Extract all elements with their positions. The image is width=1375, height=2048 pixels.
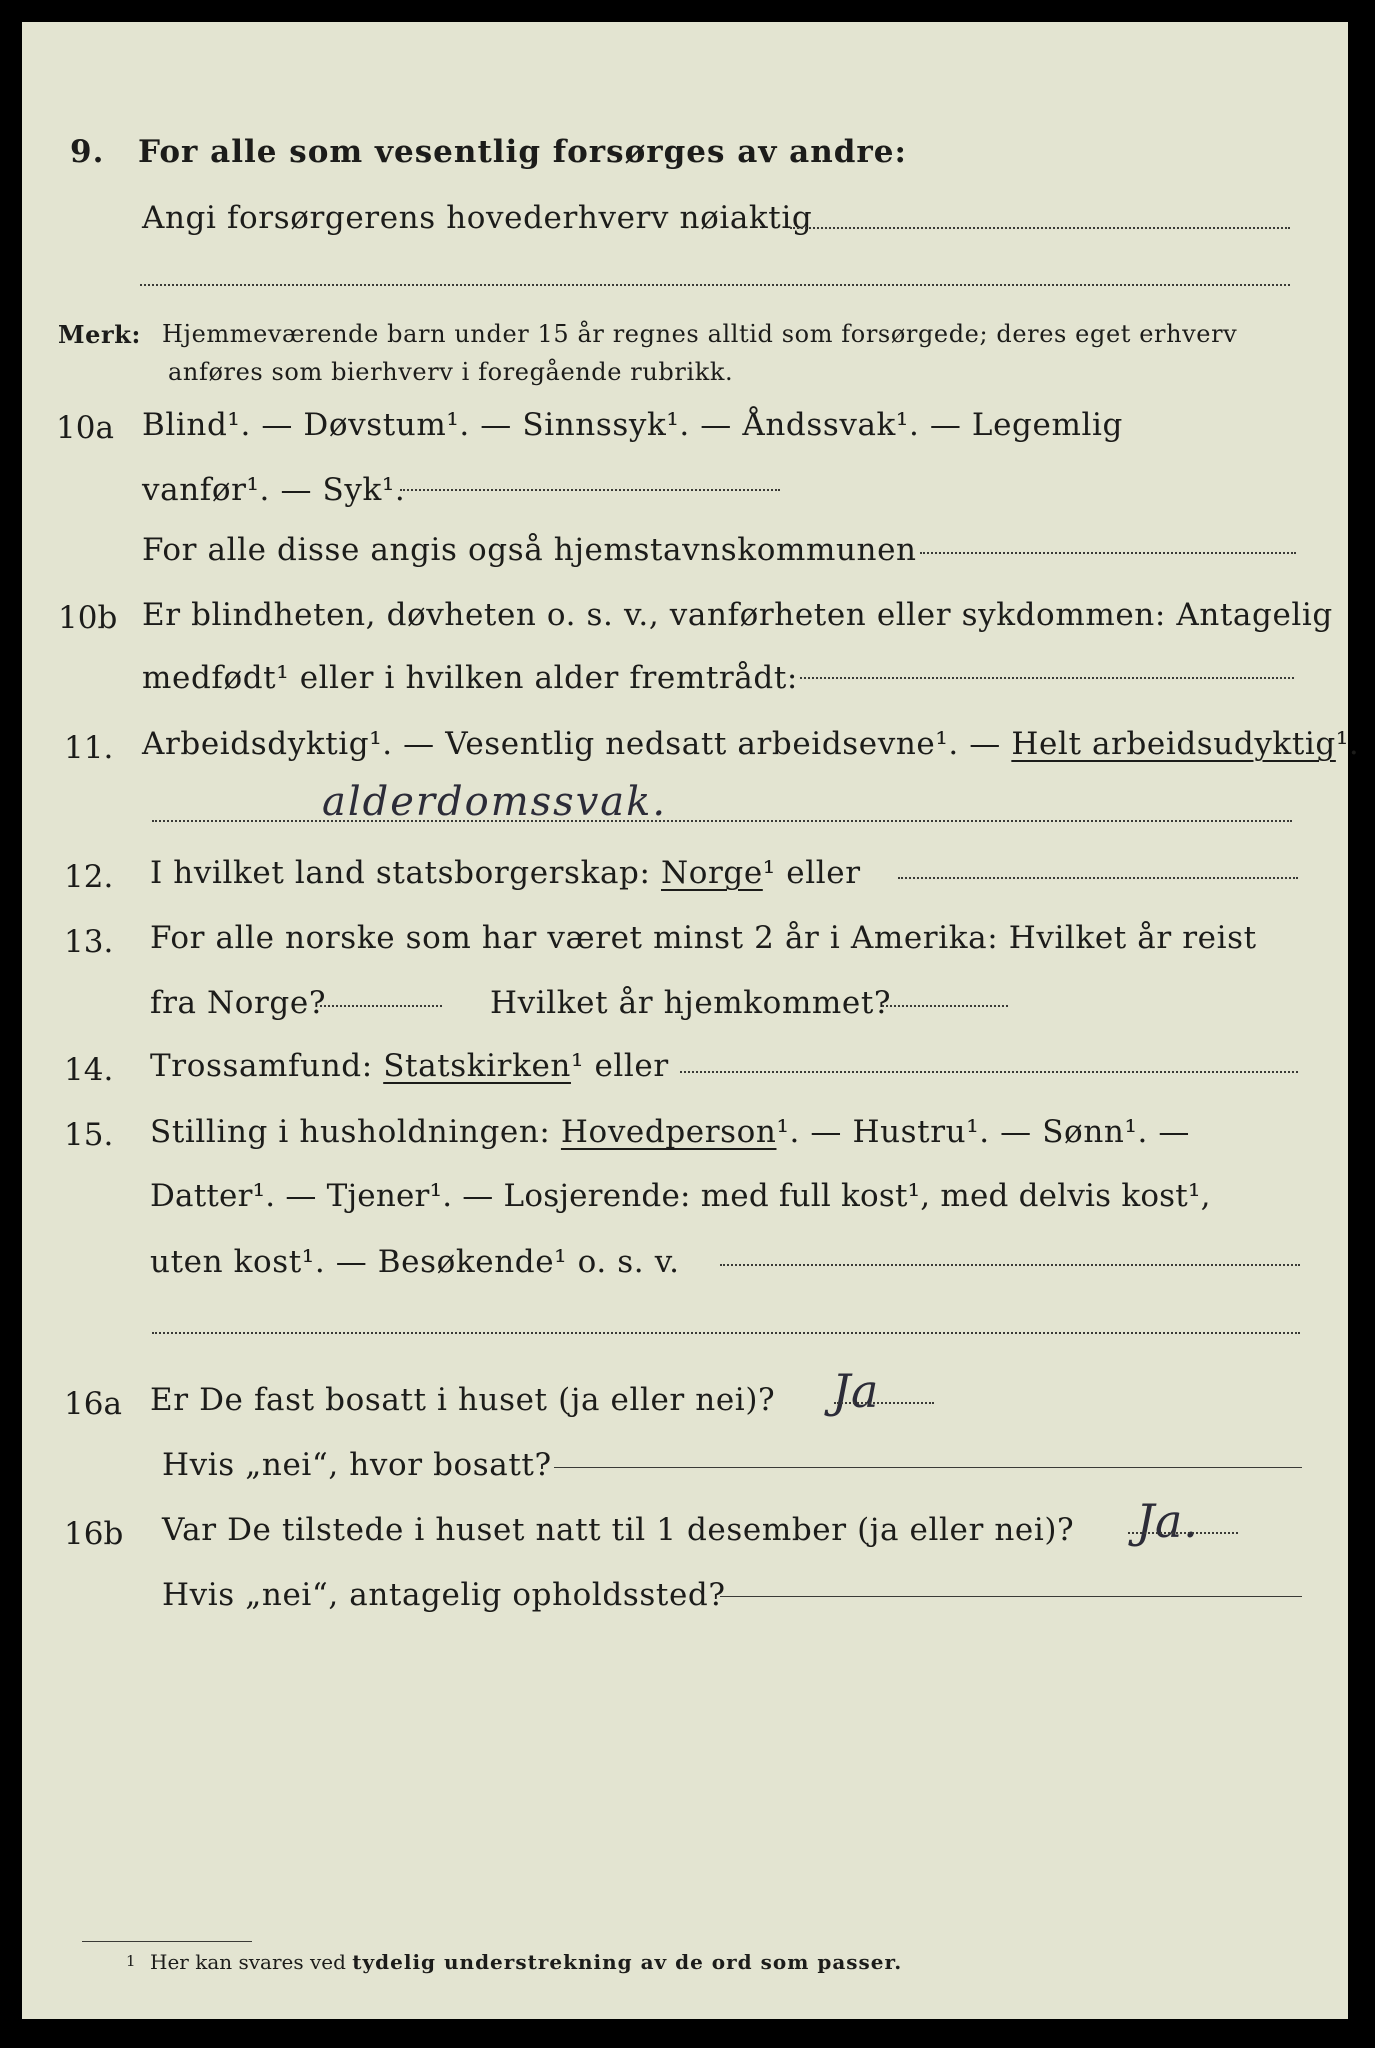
q16b-line-1: Var De tilstede i huset natt til 1 desember (ja eller nei)? bbox=[162, 1512, 1075, 1548]
footnote-divider bbox=[82, 1941, 252, 1942]
q15-text-1a: Stilling i husholdningen: bbox=[150, 1114, 561, 1150]
q12-text-a: I hvilket land statsborgerskap: bbox=[150, 855, 661, 891]
q10b-answer-field[interactable] bbox=[800, 677, 1294, 679]
q15-underlined-choice: Hovedperson bbox=[560, 1114, 777, 1150]
footnote-text-a: Her kan svares ved bbox=[150, 1950, 353, 1974]
census-form-page bbox=[22, 22, 1360, 2019]
q9-title: For alle som vesentlig forsørges av andre: bbox=[138, 134, 907, 170]
q10b-line-1: Er blindheten, døvheten o. s. v., vanførheten eller sykdommen: Antagelig bbox=[142, 597, 1333, 633]
merk-label: Merk: bbox=[58, 320, 141, 349]
q10a-line-1: Blind¹. — Døvstum¹. — Sinnssyk¹. — Åndssvak¹. — Legemlig bbox=[142, 407, 1123, 443]
q16a-answer-field[interactable] bbox=[834, 1402, 934, 1404]
footnote-text bbox=[150, 1950, 902, 1974]
q16a-bosatt-field[interactable] bbox=[554, 1467, 1302, 1468]
q11-answer-field[interactable] bbox=[152, 820, 1292, 822]
q13-line-2a: fra Norge? bbox=[150, 985, 327, 1021]
q12-number: 12. bbox=[64, 859, 114, 895]
q9-answer-field[interactable] bbox=[790, 227, 1290, 229]
q14-underlined-choice: Statskirken bbox=[383, 1048, 571, 1084]
q12-answer-field[interactable] bbox=[898, 877, 1298, 879]
q16a-line-2: Hvis „nei“, hvor bosatt? bbox=[162, 1447, 552, 1483]
q13-reist-field[interactable] bbox=[320, 1005, 442, 1007]
q10a-answer-field[interactable] bbox=[400, 489, 780, 491]
q11-text-a: Arbeidsdyktig¹. — Vesentlig nedsatt arbeidsevne¹. — bbox=[142, 726, 1012, 762]
q16b-number: 16b bbox=[64, 1516, 124, 1552]
q14-number: 14. bbox=[64, 1052, 114, 1088]
q15-line-1 bbox=[150, 1114, 1190, 1150]
q11-line bbox=[142, 726, 1359, 762]
q16a-line-1: Er De fast bosatt i huset (ja eller nei)? bbox=[150, 1382, 776, 1418]
q13-line-1: For alle norske som har været minst 2 år i Amerika: Hvilket år reist bbox=[150, 920, 1257, 956]
q10a-line-2: vanfør¹. — Syk¹. bbox=[142, 472, 406, 508]
q13-number: 13. bbox=[64, 924, 114, 960]
q11-handwritten-answer: alderdomssvak. bbox=[322, 779, 668, 825]
q9-answer-field-2[interactable] bbox=[140, 284, 1290, 286]
q12-line bbox=[150, 855, 861, 891]
q15-line-2: Datter¹. — Tjener¹. — Losjerende: med full kost¹, med delvis kost¹, bbox=[150, 1178, 1211, 1214]
q16b-line-2: Hvis „nei“, antagelig opholdssted? bbox=[162, 1577, 726, 1613]
q15-number: 15. bbox=[64, 1117, 114, 1153]
q16b-handwritten-answer: Ja. bbox=[1136, 1494, 1199, 1548]
q13-line-2b: Hvilket år hjemkommet? bbox=[490, 985, 892, 1021]
merk-line-1: Hjemmeværende barn under 15 år regnes alltid som forsørgede; deres eget erhverv bbox=[162, 320, 1238, 348]
q10b-line-2: medfødt¹ eller i hvilken alder fremtrådt: bbox=[142, 660, 798, 696]
footnote-mark: 1 bbox=[126, 1952, 136, 1970]
q14-text-a: Trossamfund: bbox=[150, 1048, 384, 1084]
q15-answer-field-2[interactable] bbox=[152, 1332, 1300, 1334]
q16a-handwritten-answer: Ja bbox=[832, 1364, 880, 1418]
q14-answer-field[interactable] bbox=[680, 1071, 1298, 1073]
q11-text-c: ¹. bbox=[1335, 726, 1360, 762]
q15-text-1c: ¹. — Hustru¹. — Sønn¹. — bbox=[776, 1114, 1190, 1150]
q16b-opholdssted-field[interactable] bbox=[720, 1596, 1302, 1597]
q10b-number: 10b bbox=[58, 600, 118, 636]
q11-underlined-choice: Helt arbeidsudyktig bbox=[1011, 726, 1336, 762]
q14-line bbox=[150, 1048, 669, 1084]
footnote-text-b: tydelig understrekning av de ord som passer. bbox=[352, 1950, 903, 1974]
q16b-answer-field[interactable] bbox=[1128, 1532, 1238, 1534]
q12-underlined-choice: Norge bbox=[660, 855, 763, 891]
q15-answer-field[interactable] bbox=[720, 1264, 1300, 1266]
q12-text-c: ¹ eller bbox=[762, 855, 861, 891]
q15-line-3: uten kost¹. — Besøkende¹ o. s. v. bbox=[150, 1244, 680, 1280]
q10a-number: 10a bbox=[56, 410, 114, 446]
q16a-number: 16a bbox=[64, 1386, 122, 1422]
q14-text-c: ¹ eller bbox=[570, 1048, 669, 1084]
q10a-line-3: For alle disse angis også hjemstavnskommunen bbox=[142, 532, 917, 568]
q9-number: 9. bbox=[70, 134, 105, 170]
q9-line: Angi forsørgerens hovederhverv nøiaktig bbox=[142, 200, 813, 236]
q10a-kommune-field[interactable] bbox=[920, 552, 1296, 554]
merk-line-2: anføres som bierhverv i foregående rubrikk. bbox=[168, 358, 734, 386]
q11-number: 11. bbox=[64, 730, 114, 766]
q13-hjemkommet-field[interactable] bbox=[882, 1005, 1008, 1007]
